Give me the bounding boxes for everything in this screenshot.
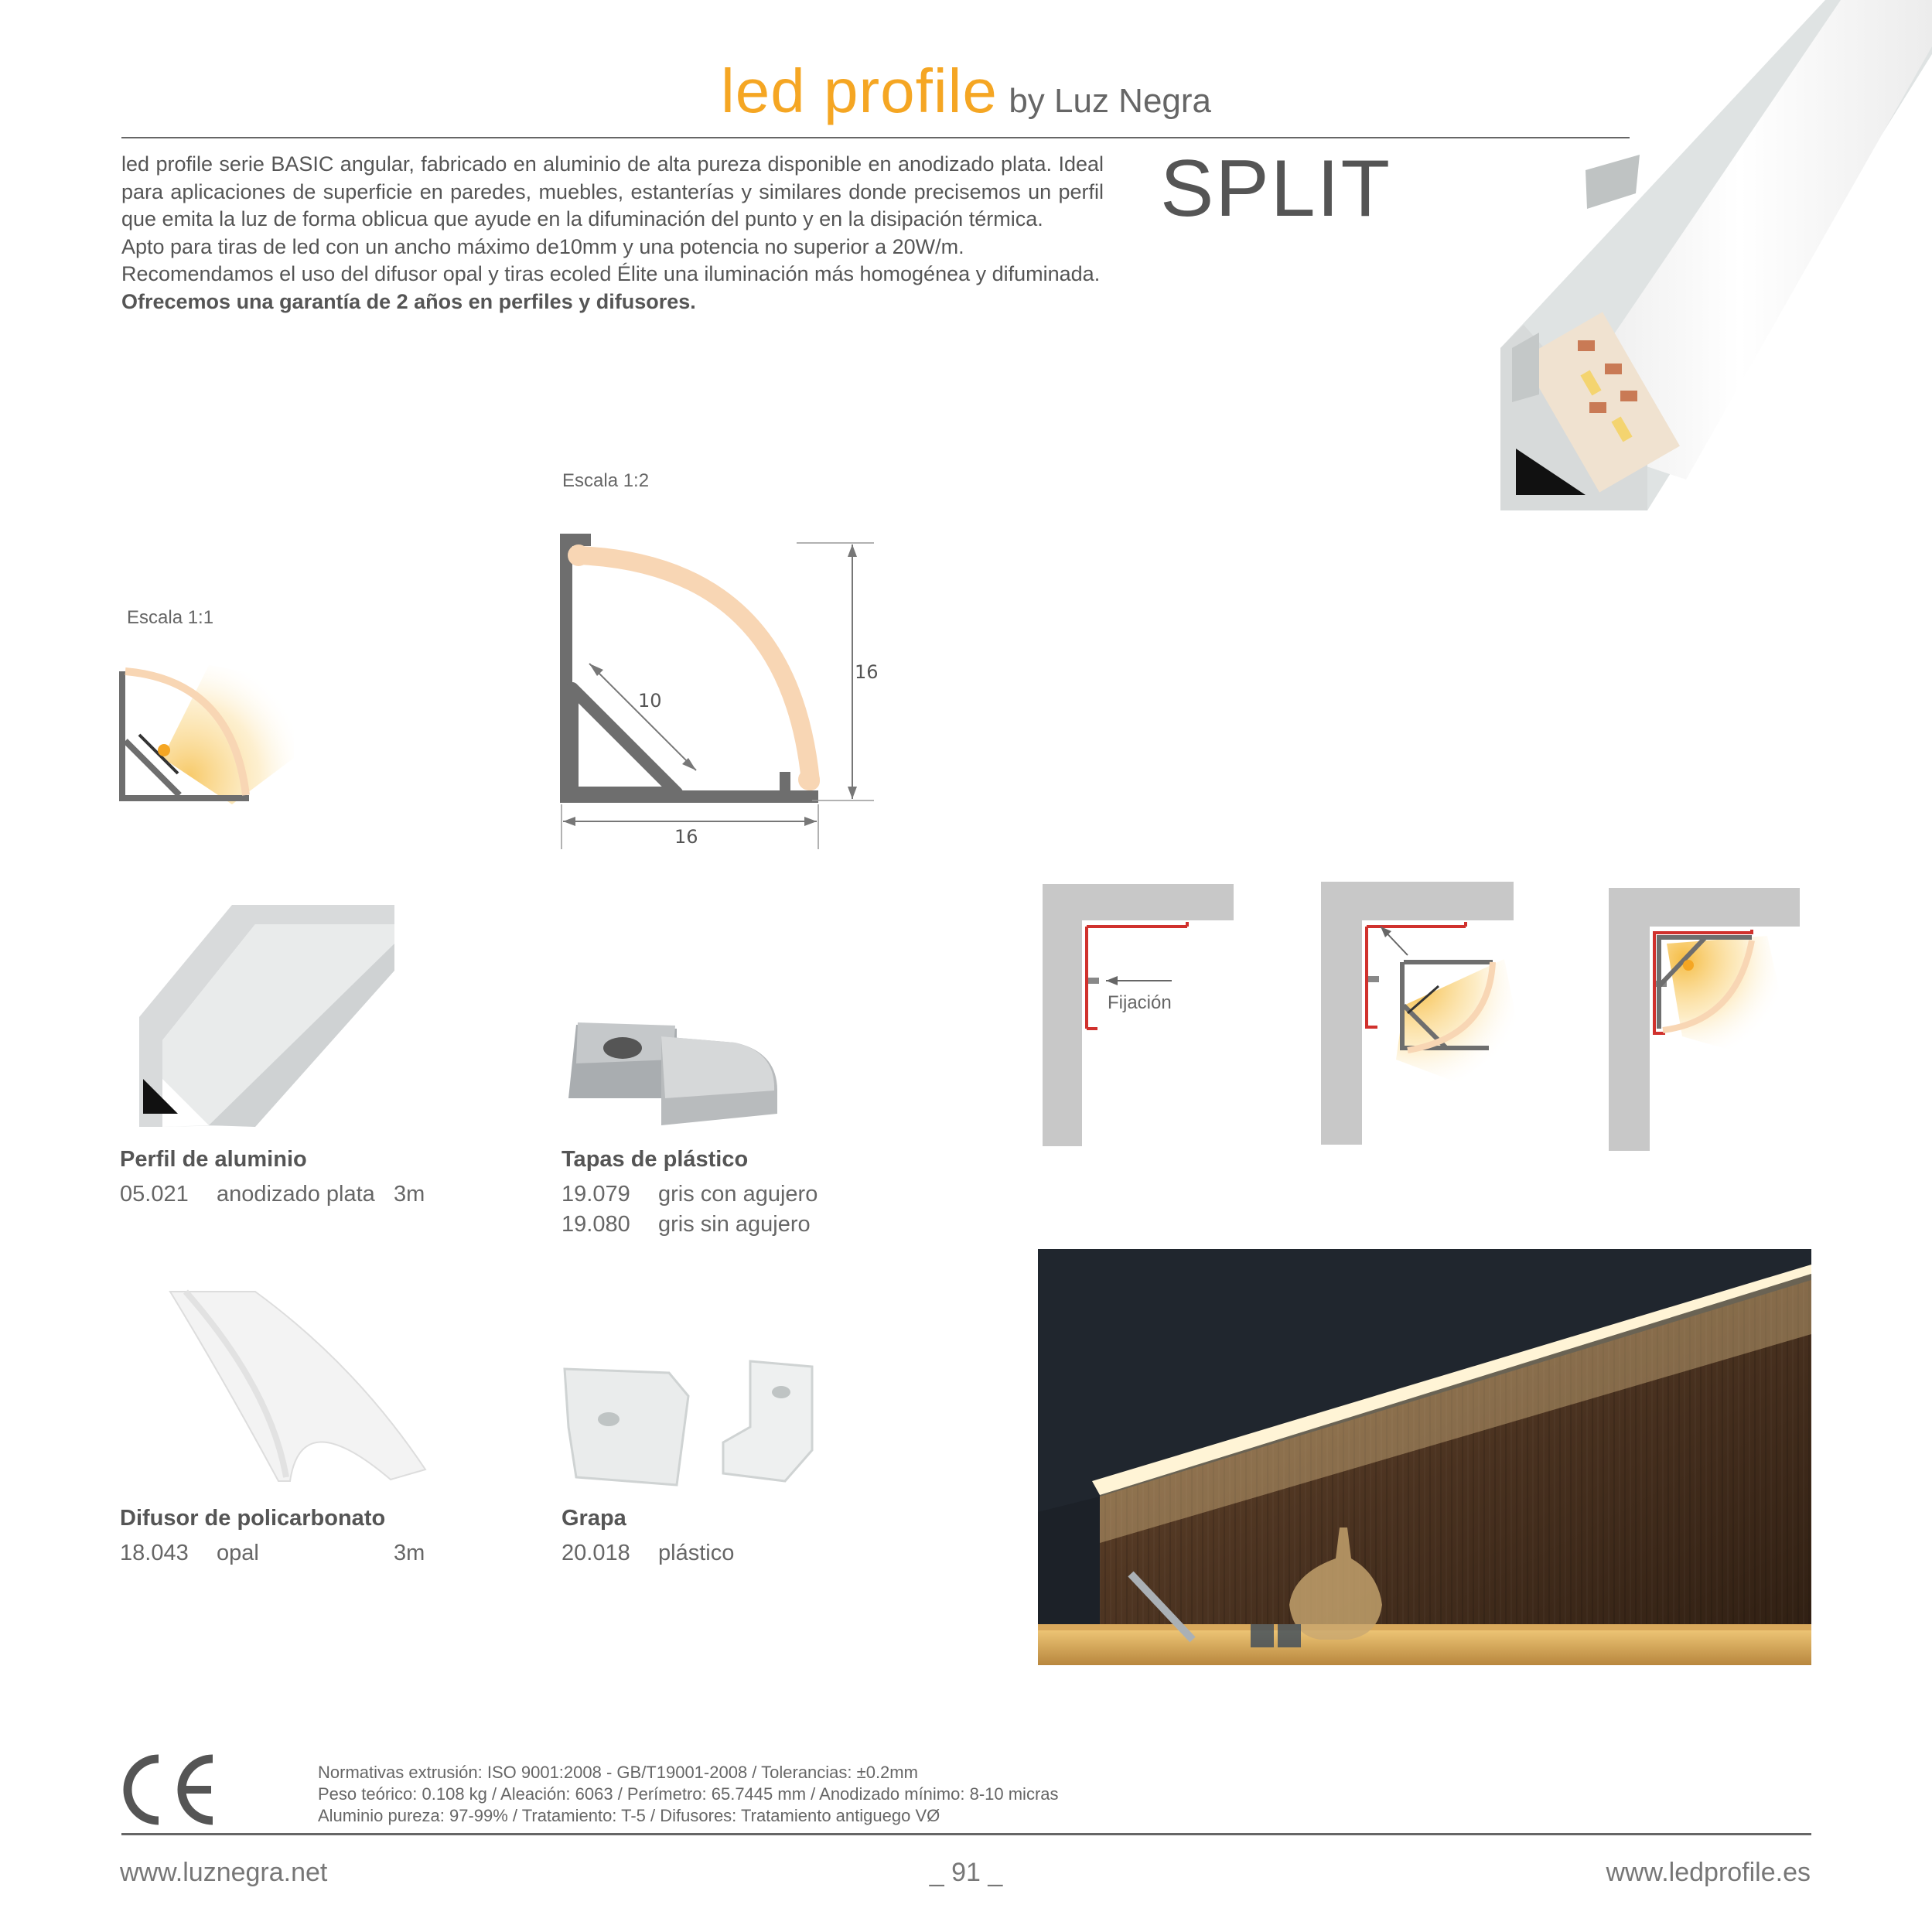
product-title: Tapas de plástico — [562, 1147, 749, 1172]
dim-height-label: 16 — [855, 661, 879, 683]
product-name: SPLIT — [1160, 144, 1391, 234]
product-title: Grapa — [562, 1506, 626, 1531]
scale-label-large: Escala 1:2 — [562, 470, 650, 491]
intro-para-3: Recomendamos el uso del difusor opal y tiras ecoled Élite una iluminación más homogénea y difuminada. — [121, 262, 1101, 285]
intro-warranty: Ofrecemos una garantía de 2 años en perfiles y difusores. — [121, 289, 696, 313]
page-number: _ 91 _ — [929, 1858, 1003, 1887]
kitchen-ambient-photo — [1038, 1249, 1811, 1665]
brand-byline: by Luz Negra — [1009, 82, 1212, 120]
product-diffuser — [120, 1506, 445, 1566]
footer-right-url[interactable]: www.ledprofile.es — [1606, 1858, 1811, 1887]
spec-line: Normativas extrusión: ISO 9001:2008 - GB/T19001-2008 / Tolerancias: ±0.2mm — [318, 1763, 918, 1782]
product-code: 19.079 — [562, 1182, 630, 1207]
technical-specs — [318, 1762, 1059, 1827]
dim-width-label: 16 — [674, 826, 698, 848]
diffuser-image — [162, 1288, 433, 1481]
product-code: 19.080 — [562, 1212, 630, 1237]
product-title: Difusor de policarbonato — [120, 1506, 386, 1531]
product-aluminium — [120, 1147, 445, 1207]
footer-rule — [121, 1833, 1811, 1835]
mounting-diagrams — [1040, 882, 1814, 1160]
product-desc: anodizado plata — [217, 1182, 375, 1207]
product-row — [120, 1182, 445, 1207]
profile-section-large — [557, 534, 882, 858]
spec-line: Aluminio pureza: 97-99% / Tratamiento: T-5 / Difusores: Tratamiento antiguego VØ — [318, 1806, 940, 1825]
product-desc: gris sin agujero — [658, 1212, 811, 1237]
product-code: 20.018 — [562, 1541, 630, 1565]
product-desc: plástico — [658, 1541, 735, 1565]
fixing-label: Fijación — [1108, 992, 1172, 1013]
profile-hero-image — [1454, 0, 1932, 526]
intro-para-1: led profile serie BASIC angular, fabricado en aluminio de alta pureza disponible en anodizado plata. Ideal para aplicaciones de superficie en paredes, muebles, estanterías y similares donde precisemos un perfil que emita la luz de forma oblicua que ayude en la difuminación del punto y en la disipación térmica. — [121, 152, 1104, 230]
product-length: 3m — [394, 1541, 425, 1565]
product-row — [562, 1182, 886, 1207]
spec-line: Peso teórico: 0.108 kg / Aleación: 6063 / Perímetro: 65.7445 mm / Anodizado mínimo: 8-10 micras — [318, 1784, 1059, 1804]
product-caps — [562, 1147, 886, 1237]
product-desc: opal — [217, 1541, 259, 1565]
dim-inner-label: 10 — [638, 690, 662, 712]
product-desc: gris con agujero — [658, 1182, 818, 1207]
header-rule — [121, 137, 1630, 138]
product-row — [120, 1541, 445, 1566]
scale-label-small: Escala 1:1 — [127, 607, 214, 628]
aluminium-profile-image — [131, 901, 398, 1133]
product-row — [562, 1212, 886, 1237]
product-title: Perfil de aluminio — [120, 1147, 307, 1172]
footer-left-url[interactable]: www.luznegra.net — [120, 1858, 328, 1887]
product-code: 05.021 — [120, 1182, 189, 1207]
product-clip — [562, 1506, 886, 1566]
plastic-caps-image — [561, 1013, 785, 1129]
intro-text — [121, 151, 1104, 316]
product-code: 18.043 — [120, 1541, 189, 1565]
profile-section-small — [116, 650, 294, 804]
product-row — [562, 1541, 886, 1566]
intro-para-2: Apto para tiras de led con un ancho máximo de10mm y una potencia no superior a 20W/m. — [121, 234, 964, 258]
clip-image — [561, 1357, 816, 1489]
brand-title: led profile — [720, 56, 998, 125]
ce-mark-icon — [120, 1754, 220, 1825]
product-length: 3m — [394, 1182, 425, 1207]
